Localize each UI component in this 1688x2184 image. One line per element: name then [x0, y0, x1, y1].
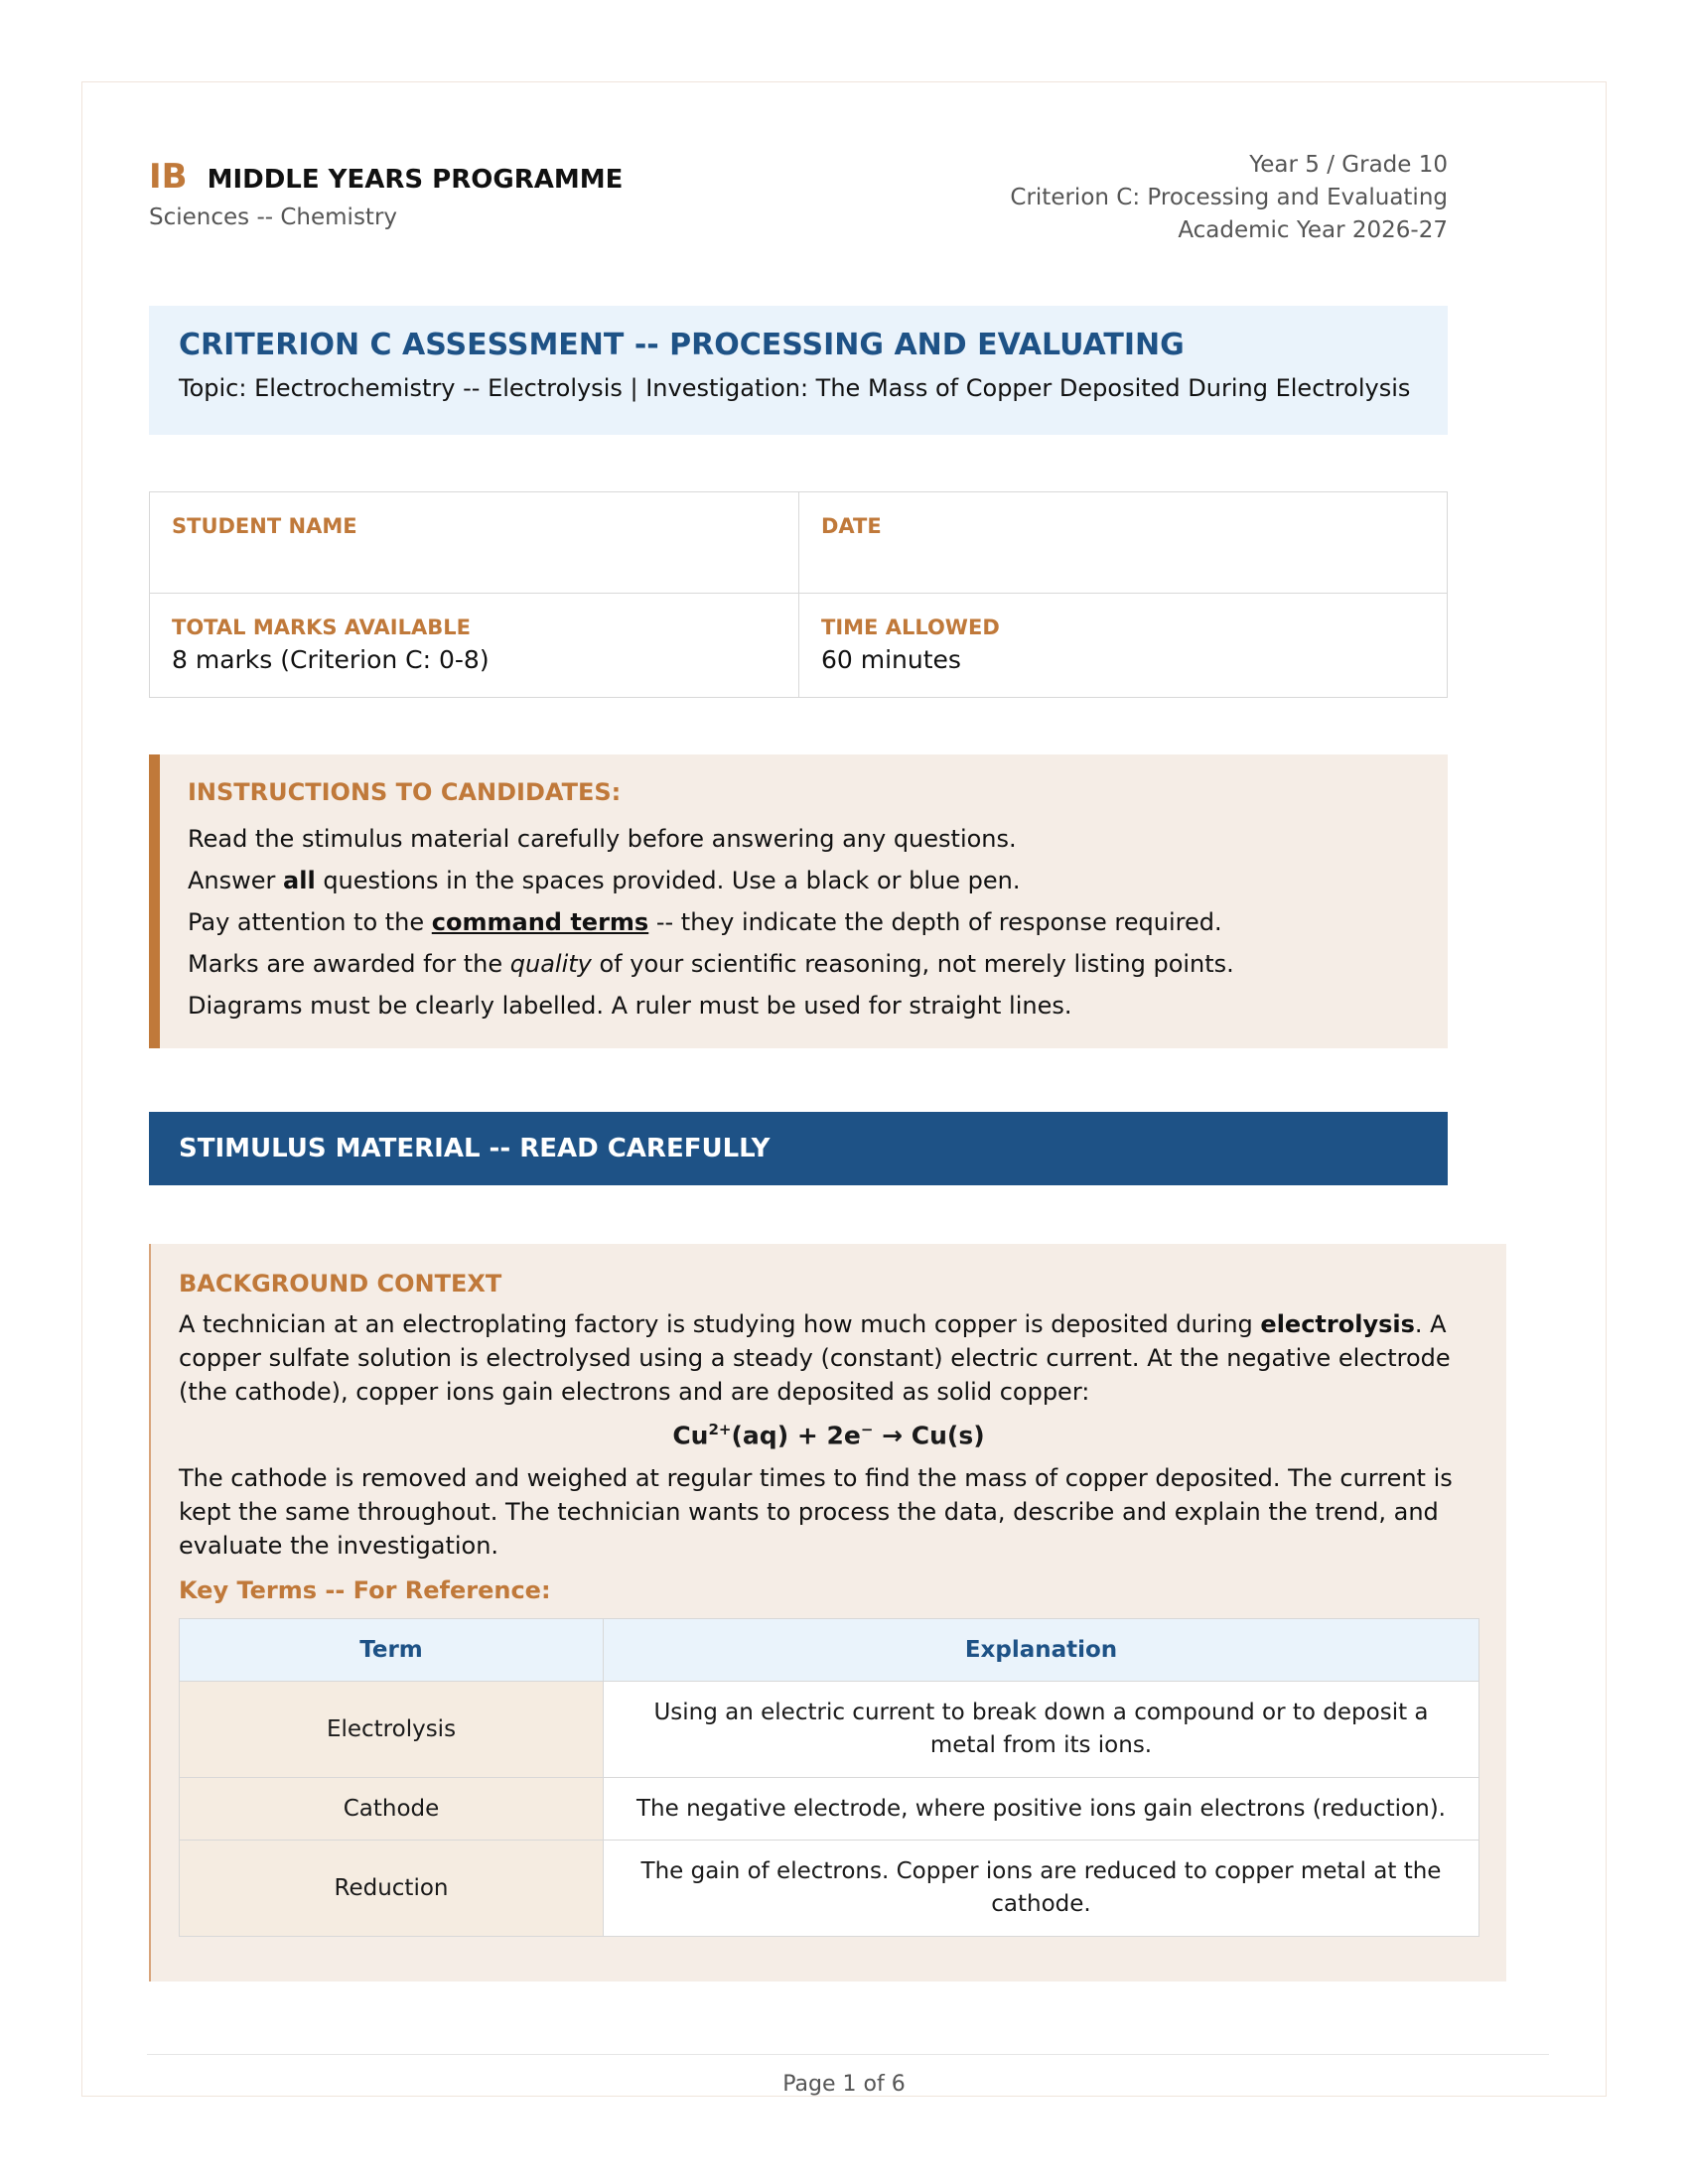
- time-label: TIME ALLOWED: [821, 615, 1000, 639]
- marks-cell: [150, 594, 799, 697]
- marks-value: 8 marks (Criterion C: 0-8): [172, 645, 490, 674]
- header-explanation: Explanation: [604, 1619, 1479, 1682]
- instruction-text: Pay attention to the: [188, 908, 432, 936]
- explanation-cell: Using an electric current to break down a compound or to deposit a metal from its ions.: [604, 1682, 1479, 1778]
- instruction-line-4: [188, 943, 1420, 985]
- equation-cu: Cu: [672, 1421, 709, 1450]
- academic-year: Academic Year 2026-27: [1178, 217, 1448, 243]
- explanation-cell: The gain of electrons. Copper ions are reduced to copper metal at the cathode.: [604, 1841, 1479, 1937]
- background-context-box: [149, 1244, 1506, 1981]
- criterion-line: Criterion C: Processing and Evaluating: [1010, 185, 1448, 210]
- marks-label: TOTAL MARKS AVAILABLE: [172, 615, 471, 639]
- header-meta: [1010, 149, 1448, 247]
- table-header-row: [180, 1619, 1479, 1682]
- paragraph-text: A technician at an electroplating factory is studying how much copper is deposited during: [179, 1310, 1261, 1338]
- key-terms-title: Key Terms -- For Reference:: [179, 1576, 551, 1605]
- instruction-line-3: [188, 901, 1420, 943]
- term-cell: Electrolysis: [180, 1682, 604, 1778]
- instruction-command-terms: command terms: [431, 908, 649, 936]
- equation-product: Cu(s): [911, 1421, 985, 1450]
- explanation-cell: The negative electrode, where positive ions gain electrons (reduction).: [604, 1778, 1479, 1841]
- table-row: [180, 1841, 1479, 1937]
- document-header: [149, 149, 1448, 258]
- instruction-line-2: [188, 860, 1420, 901]
- student-info-table: [149, 491, 1448, 698]
- instructions-box: [149, 754, 1448, 1048]
- header-term: Term: [180, 1619, 604, 1682]
- instruction-quality: quality: [509, 950, 592, 978]
- equation-charge: 2+: [708, 1421, 732, 1438]
- instruction-line-1: Read the stimulus material carefully before answering any questions.: [188, 825, 1017, 853]
- table-row: [180, 1682, 1479, 1778]
- footer-divider: [147, 2054, 1549, 2055]
- term-cell: Reduction: [180, 1841, 604, 1937]
- instruction-text: of your scientific reasoning, not merely listing points.: [591, 950, 1234, 978]
- page-number: Page 1 of 6: [782, 2072, 906, 2097]
- instruction-line-5: Diagrams must be clearly labelled. A ruler must be used for straight lines.: [188, 992, 1072, 1020]
- assessment-title-box: [149, 306, 1448, 435]
- ib-logo-text: IB: [149, 157, 188, 197]
- background-paragraph-2: The cathode is removed and weighed at regular times to find the mass of copper deposited. The current is kept the same throughout. The technician wants to process the data, describe and explain the trend, and evaluate the investigation.: [179, 1464, 1453, 1561]
- time-value: 60 minutes: [821, 645, 961, 674]
- electrolysis-emphasis: electrolysis: [1260, 1310, 1415, 1338]
- stimulus-banner: [149, 1112, 1448, 1185]
- student-name-label: STUDENT NAME: [172, 514, 357, 538]
- subject-line: Sciences -- Chemistry: [149, 205, 398, 230]
- instruction-text: -- they indicate the depth of response required.: [648, 908, 1222, 936]
- time-cell: [799, 594, 1447, 697]
- date-label: DATE: [821, 514, 882, 538]
- student-name-cell[interactable]: [150, 492, 799, 594]
- equation-electron-charge: −: [860, 1421, 874, 1438]
- programme-name: MIDDLE YEARS PROGRAMME: [207, 165, 624, 195]
- brand: [149, 157, 623, 197]
- arrow-right-icon: →: [873, 1421, 912, 1450]
- reduction-equation: [179, 1421, 1478, 1449]
- paragraph-text: . A copper sulfate solution is electrolysed using a steady (constant) electric current. At the negative electrode (the cathode), copper ions gain electrons and are deposited as solid copper:: [179, 1310, 1451, 1406]
- instruction-emphasis-all: all: [283, 867, 316, 894]
- topic-line: Topic: Electrochemistry -- Electrolysis | Investigation: The Mass of Copper Deposited During Electrolysis: [179, 374, 1411, 402]
- assessment-title: CRITERION C ASSESSMENT -- PROCESSING AND EVALUATING: [179, 328, 1185, 362]
- date-cell[interactable]: [799, 492, 1447, 594]
- instruction-text: Answer: [188, 867, 284, 894]
- term-cell: Cathode: [180, 1778, 604, 1841]
- key-terms-table: [179, 1618, 1479, 1937]
- table-row: [180, 1778, 1479, 1841]
- instruction-text: questions in the spaces provided. Use a black or blue pen.: [315, 867, 1021, 894]
- year-grade: Year 5 / Grade 10: [1249, 152, 1448, 178]
- background-paragraph-1: [179, 1307, 1478, 1409]
- equation-reactants: (aq) + 2e: [731, 1421, 861, 1450]
- stimulus-banner-text: STIMULUS MATERIAL -- READ CAREFULLY: [179, 1134, 771, 1163]
- instructions-title: INSTRUCTIONS TO CANDIDATES:: [188, 778, 622, 806]
- background-title: BACKGROUND CONTEXT: [179, 1270, 502, 1297]
- instruction-text: Marks are awarded for the: [188, 950, 510, 978]
